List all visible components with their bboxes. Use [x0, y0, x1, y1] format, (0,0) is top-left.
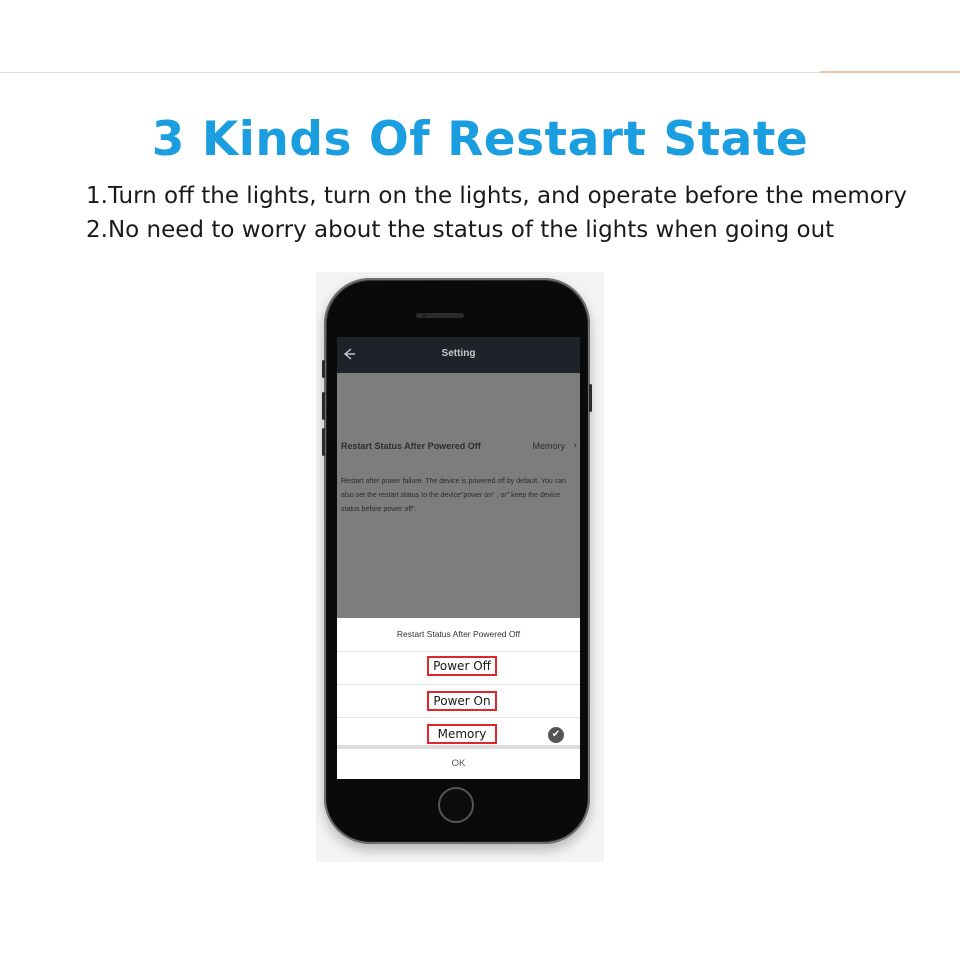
- home-button[interactable]: [438, 787, 474, 823]
- power-button: [589, 384, 592, 412]
- feature-line-1: 1.Turn off the lights, turn on the lights, and operate before the memory: [86, 183, 907, 209]
- mute-switch: [322, 360, 325, 378]
- sheet-divider: [337, 717, 580, 718]
- ok-button[interactable]: OK: [451, 758, 466, 769]
- phone-camera: [422, 313, 427, 318]
- app-header: [337, 337, 580, 373]
- top-divider: [0, 72, 960, 73]
- restart-status-row[interactable]: [341, 441, 577, 455]
- volume-down-button: [322, 428, 325, 456]
- option-power-on[interactable]: [337, 687, 580, 717]
- check-icon: ✔: [548, 727, 564, 743]
- chevron-right-icon: ›: [573, 440, 577, 451]
- option-power-off[interactable]: [337, 652, 580, 682]
- option-power-on-label: Power On: [427, 691, 497, 711]
- restart-status-value: Memory: [532, 441, 565, 451]
- top-divider-accent: [820, 71, 960, 73]
- restart-description: Restart after power failure. The device is powered off by default. You can also set the restart status to the device"power on" , or" keep the device status before power off".: [341, 478, 567, 513]
- page-headline: 3 Kinds Of Restart State: [151, 112, 809, 167]
- sheet-title: Restart Status After Powered Off: [396, 629, 521, 639]
- restart-status-label: Restart Status After Powered Off: [341, 441, 481, 451]
- option-memory-label: Memory: [427, 724, 497, 744]
- option-power-off-label: Power Off: [427, 656, 497, 676]
- phone-screen: [337, 337, 580, 779]
- feature-line-2: 2.No need to worry about the status of the lights when going out: [86, 217, 835, 243]
- restart-status-sheet: [337, 618, 580, 779]
- volume-up-button: [322, 392, 325, 420]
- app-header-title: Setting: [441, 348, 476, 359]
- sheet-divider: [337, 684, 580, 685]
